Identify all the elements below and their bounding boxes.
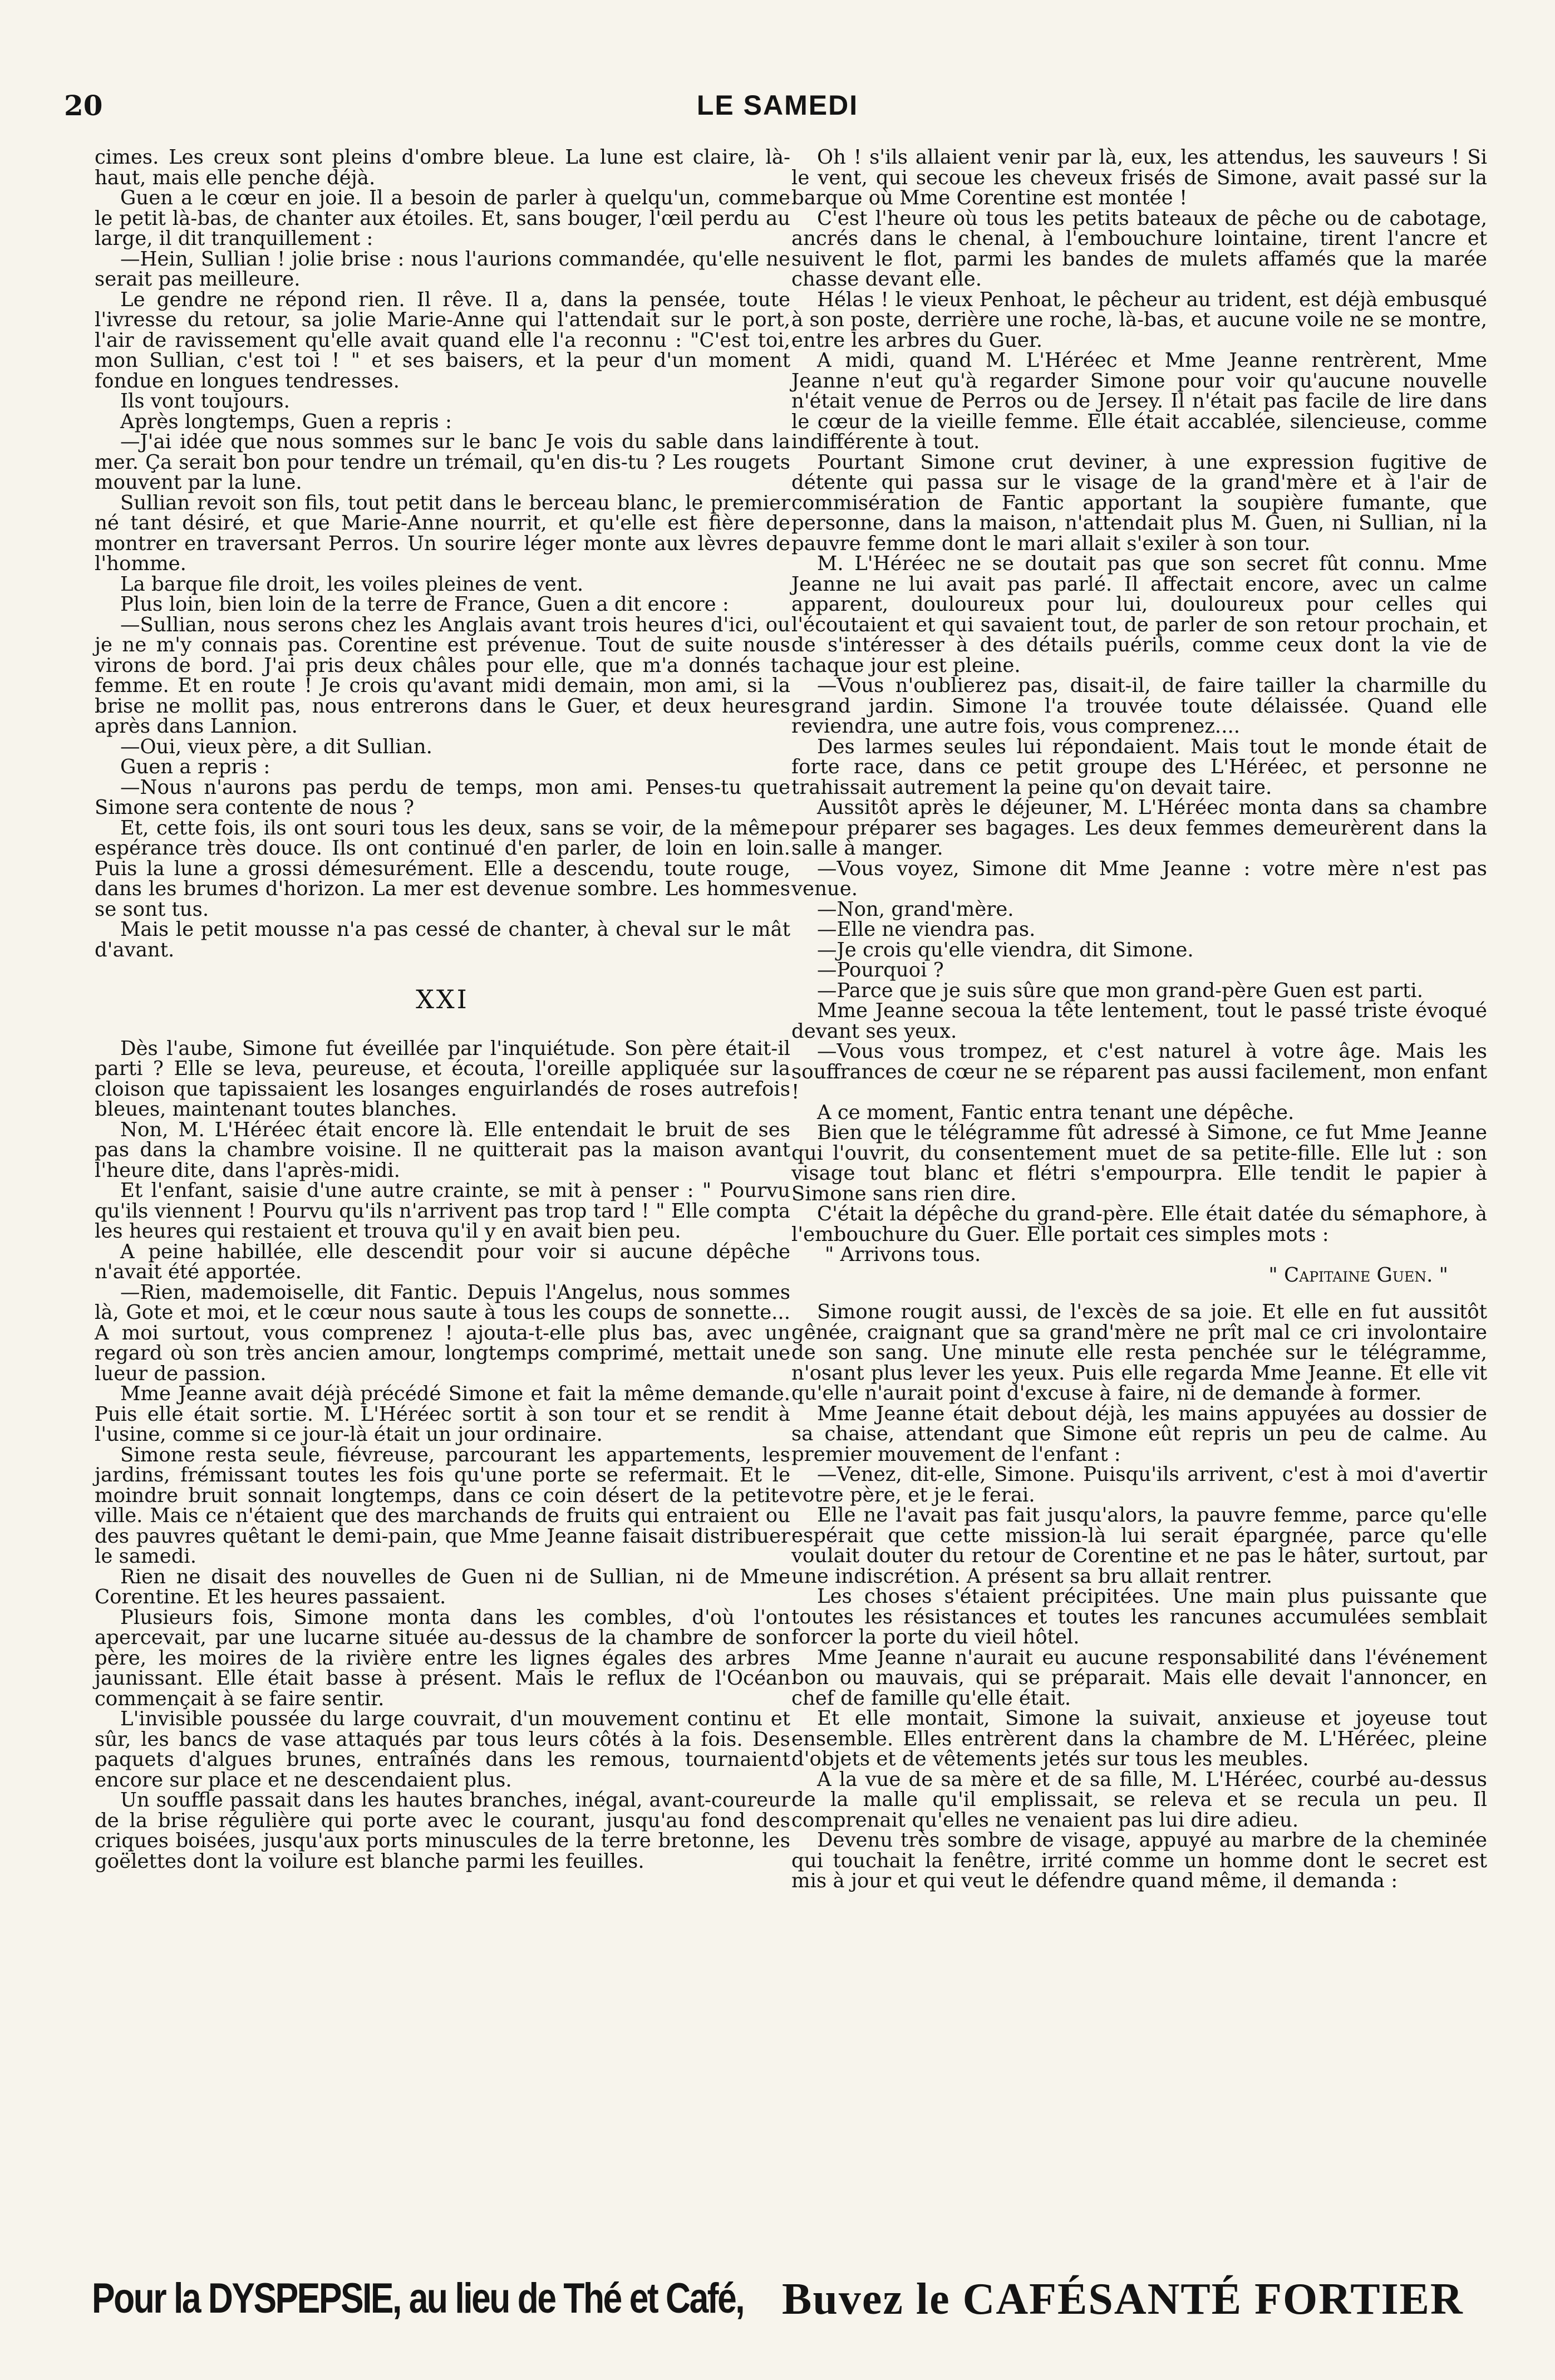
paragraph: Mme Jeanne n'aurait eu aucune responsabilité dans l'événement bon ou mauvais, qui se préparait. Mais elle devait l'annoncer, en chef de famille qu'elle était. <box>791 1646 1487 1710</box>
paragraph: La barque file droit, les voiles pleines de vent. <box>120 572 584 596</box>
paragraph: —Pourquoi ? <box>817 959 944 982</box>
paragraph: Hélas ! le vieux Penhoat, le pêcheur au trident, est déjà embusqué à son poste, derrière une roche, là-bas, et aucune voile ne se montre, entre les arbres du Guer. <box>791 288 1487 352</box>
paragraph: Non, M. L'Héréec était encore là. Elle entendait le bruit de ses pas dans la chambre voisine. Il ne quitterait pas la maison avant l'heure dite, dans l'après-midi. <box>95 1118 790 1182</box>
paragraph: Mme Jeanne était debout déjà, les mains appuyées au dossier de sa chaise, attendant que Simone eût repris un peu de calme. Au premier mouvement de l'enfant : <box>791 1402 1487 1466</box>
paragraph: Mme Jeanne avait déjà précédé Simone et fait la même demande. Puis elle était sortie. M. L'Héréec sortit à son tour et se rendit à l'usine, comme si ce jour-là était un jour ordinaire. <box>95 1382 790 1446</box>
running-title: LE SAMEDI <box>696 90 859 121</box>
paragraph: —Parce que je suis sûre que mon grand-père Guen est parti. <box>817 979 1423 1002</box>
paragraph: Et, cette fois, ils ont souri tous les deux, sans se voir, de la même espérance très douce. Ils ont continué d'en parler, de loin en loin. Puis la lune a grossi démesurément. Elle a descendu, toute rouge, dans les brumes d'horizon. La mer est devenue sombre. Les hommes se sont tus. <box>95 816 790 921</box>
paragraph: L'invisible poussée du large couvrait, d'un mouvement continu et sûr, les bancs de vase attaqués par tous leurs côtés à la fois. Des paquets d'algues brunes, entraînés dans les remous, tournaient encore sur place et ne descendaient plus. <box>95 1707 790 1792</box>
advertisement-right-text: Buvez le CAFÉSANTÉ FORTIER <box>782 2275 1464 2324</box>
telegram-quote <box>791 1245 1487 1285</box>
paragraph: Guen a le cœur en joie. Il a besoin de parler à quelqu'un, comme le petit là-bas, de chanter aux étoiles. Et, sans bouger, l'œil perdu au large, il dit tranquillement : <box>95 187 790 250</box>
paragraph: —J'ai idée que nous sommes sur le banc Je vois du sable dans la mer. Ça serait bon pour tendre un trémail, qu'en dis-tu ? Les rougets mouvent par la lune. <box>95 430 790 494</box>
page-number: 20 <box>64 89 103 122</box>
paragraph: —Non, grand'mère. <box>817 897 1014 921</box>
chapter-heading: XXI <box>416 984 469 1014</box>
paragraph: Un souffle passait dans les hautes branches, inégal, avant-coureur de la brise régulière qui porte avec le courant, jusqu'au fond des criques boisées, jusqu'aux ports minuscules de la terre bretonne, les goëlettes dont la voilure est blanche parmi les feuilles. <box>95 1789 790 1873</box>
paragraph: Les choses s'étaient précipitées. Une main plus puissante que toutes les résistances et toutes les rancunes accumulées semblait forcer la porte du vieil hôtel. <box>791 1585 1487 1648</box>
paragraph: C'est l'heure où tous les petits bateaux de pêche ou de cabotage, ancrés dans le chenal, à l'embouchure lointaine, tirent l'ancre et suivent le flot, parmi les bandes de mulets affamés que la marée chasse devant elle. <box>791 207 1487 291</box>
paragraph: Dès l'aube, Simone fut éveillée par l'inquiétude. Son père était-il parti ? Elle se leva, peureuse, et écouta, l'oreille appliquée sur la cloison que tapissaient les losanges enguirlandés de roses autrefois bleues, maintenant toutes blanches. <box>95 1037 790 1121</box>
paragraph: Mais le petit mousse n'a pas cessé de chanter, à cheval sur le mât d'avant. <box>95 918 790 961</box>
paragraph: Devenu très sombre de visage, appuyé au marbre de la cheminée qui touchait la fenêtre, irrité comme un homme dont le secret est mis à jour et qui veut le défendre quand même, il demanda : <box>791 1829 1487 1892</box>
paragraph: —Elle ne viendra pas. <box>817 918 1036 941</box>
paragraph: Simone rougit aussi, de l'excès de sa joie. Et elle en fut aussitôt gênée, craignant que sa grand'mère ne prît mal ce cri involontaire de son sang. Une minute elle resta penchée sur le télégramme, n'osant plus lever les yeux. Puis elle regarda Mme Jeanne. Et elle vit qu'elle n'aurait point d'excuse à faire, ni de demande à former. <box>791 1301 1487 1405</box>
paragraph: Et elle montait, Simone la suivait, anxieuse et joyeuse tout ensemble. Elles entrèrent dans la chambre de M. L'Héréec, pleine d'objets et de vêtements jetés sur tous les meubles. <box>791 1707 1487 1770</box>
paragraph: Ils vont toujours. <box>120 390 290 413</box>
paragraph: —Vous n'oublierez pas, disait-il, de faire tailler la charmille du grand jardin. Simone l'a trouvée toute délaissée. Quand elle reviendra, une autre fois, vous comprenez.... <box>791 674 1487 738</box>
paragraph: Pourtant Simone crut deviner, à une expression fugitive de détente qui passa sur le visage de la grand'mère et à l'air de commisération de Fantic apportant la soupière fumante, que personne, dans la maison, n'attendait plus M. Guen, ni Sullian, ni la pauvre femme dont le mari allait s'exiler à son tour. <box>791 450 1487 555</box>
left-column <box>95 148 790 1872</box>
paragraph: —Rien, mademoiselle, dit Fantic. Depuis l'Angelus, nous sommes là, Gote et moi, et le cœur nous saute à tous les coups de sonnette... A moi surtout, vous comprenez ! ajouta-t-elle plus bas, avec un regard où son très ancien amour, longtemps comprimé, mettait une lueur de passion. <box>95 1280 790 1385</box>
paragraph: A la vue de sa mère et de sa fille, M. L'Héréec, courbé au-dessus de la malle qu'il emplissait, se releva et se recula un peu. Il comprenait qu'elles ne venaient pas lui dire adieu. <box>791 1768 1487 1832</box>
paragraph: M. L'Héréec ne se doutait pas que son secret fût connu. Mme Jeanne ne lui avait pas parlé. Il affectait encore, avec un calme apparent, douloureux pour lui, douloureux pour celles qui l'écoutaient et qui savaient tout, de parler de son retour prochain, et de s'intéresser à des détails puérils, comme ceux dont la vie de chaque jour est pleine. <box>791 552 1487 677</box>
telegram-text: " Arrivons tous. <box>825 1243 981 1266</box>
paragraph: Guen a repris : <box>120 755 270 778</box>
paragraph: A ce moment, Fantic entra tenant une dépêche. <box>817 1101 1295 1124</box>
right-column <box>791 148 1487 1892</box>
paragraph: C'était la dépêche du grand-père. Elle était datée du sémaphore, à l'embouchure du Guer. Elle portait ces simples mots : <box>791 1203 1487 1246</box>
paragraph: A peine habillée, elle descendit pour voir si aucune dépêche n'avait été apportée. <box>95 1240 790 1283</box>
paragraph: —Vous voyez, Simone dit Mme Jeanne : votre mère n'est pas venue. <box>791 857 1487 900</box>
telegram-signature: " Capitaine Guen. " <box>1268 1263 1448 1287</box>
paragraph: Plus loin, bien loin de la terre de France, Guen a dit encore : <box>120 593 729 616</box>
paragraph: Le gendre ne répond rien. Il rêve. Il a, dans la pensée, toute l'ivresse du retour, sa jolie Marie-Anne qui l'attendait sur le port, l'air de ravissement qu'elle avait quand elle l'a reconnu : "C'est toi, mon Sullian, c'est toi ! " et ses baisers, et la peur d'un moment fondue en longues tendresses. <box>95 288 790 392</box>
spacer <box>791 1285 1487 1302</box>
paragraph: Rien ne disait des nouvelles de Guen ni de Sullian, ni de Mme Corentine. Et les heures passaient. <box>95 1565 790 1608</box>
paragraph: —Venez, dit-elle, Simone. Puisqu'ils arrivent, c'est à moi d'avertir votre père, et je le ferai. <box>791 1463 1487 1506</box>
paragraph: Bien que le télégramme fût adressé à Simone, ce fut Mme Jeanne qui l'ouvrit, du consentement muet de sa petite-fille. Elle lut : son visage tout blanc et flétri s'empourpra. Elle tendit le papier à Simone sans rien dire. <box>791 1121 1487 1205</box>
paragraph: A midi, quand M. L'Héréec et Mme Jeanne rentrèrent, Mme Jeanne n'eut qu'à regarder Simone pour voir qu'aucune nouvelle n'était venue de Perros ou de Jersey. Il n'était pas facile de lire dans le cœur de la vieille femme. Elle était accablée, silencieuse, comme indifférente à tout. <box>791 349 1487 453</box>
advertisement-banner <box>92 2274 1494 2330</box>
paragraph: Mme Jeanne secoua la tête lentement, tout le passé triste évoqué devant ses yeux. <box>791 999 1487 1043</box>
paragraph: Plusieurs fois, Simone monta dans les combles, d'où l'on apercevait, par une lucarne située au-dessus de la chambre de son père, les moires de la rivière entre les lignes égales des arbres jaunissant. Elle était basse à présent. Mais le reflux de l'Océan commençait à se faire sentir. <box>95 1606 790 1710</box>
paragraph: —Oui, vieux père, a dit Sullian. <box>120 735 432 758</box>
advertisement-left-text: Pour la DYSPEPSIE, au lieu de Thé et Café, <box>92 2275 744 2322</box>
paragraph: Simone resta seule, fiévreuse, parcourant les appartements, les jardins, frémissant toutes les fois qu'une porte se refermait. Et le moindre bruit sonnait longtemps, dans ce coin désert de la petite ville. Mais ce n'étaient que des marchands de fruits qui entraient ou des pauvres quêtant le demi-pain, que Mme Jeanne faisait distribuer le samedi. <box>95 1443 790 1568</box>
paragraph: —Je crois qu'elle viendra, dit Simone. <box>817 938 1194 961</box>
paragraph: Aussitôt après le déjeuner, M. L'Héréec monta dans sa chambre pour préparer ses bagages. Les deux femmes demeurèrent dans la salle à manger. <box>791 796 1487 860</box>
paragraph: Elle ne l'avait pas fait jusqu'alors, la pauvre femme, parce qu'elle espérait que cette mission-là lui serait épargnée, parce qu'elle voulait douter du retour de Corentine et ne pas le hâter, surtout, par une indiscrétion. A présent sa bru allait rentrer. <box>791 1504 1487 1588</box>
paragraph: —Hein, Sullian ! jolie brise : nous l'aurions commandée, qu'elle ne serait pas meilleure. <box>95 247 790 291</box>
paragraph: Oh ! s'ils allaient venir par là, eux, les attendus, les sauveurs ! Si le vent, qui secoue les cheveux frisés de Simone, avait passé sur la barque où Mme Corentine est montée ! <box>791 146 1487 209</box>
paragraph: cimes. Les creux sont pleins d'ombre bleue. La lune est claire, là-haut, mais elle penche déjà. <box>95 146 790 189</box>
paragraph: Sullian revoit son fils, tout petit dans le berceau blanc, le premier né tant désiré, et que Marie-Anne nourrit, et qu'elle est fière de montrer en traversant Perros. Un sourire léger monte aux lèvres de l'homme. <box>95 491 790 575</box>
paragraph: Après longtemps, Guen a repris : <box>120 410 452 433</box>
paragraph: Et l'enfant, saisie d'une autre crainte, se mit à penser : " Pourvu qu'ils viennent ! Pourvu qu'ils n'arrivent pas trop tard ! " Elle compta les heures qui restaient et trouva qu'il y en avait bien peu. <box>95 1179 790 1243</box>
paragraph: —Vous vous trompez, et c'est naturel à votre âge. Mais les souffrances de cœur ne se réparent pas aussi facilement, mon enfant ! <box>791 1040 1487 1103</box>
paragraph: Des larmes seules lui répondaient. Mais tout le monde était de forte race, dans ce petit groupe des L'Héréec, et personne ne trahissait autrement la peine qu'on devait taire. <box>791 735 1487 799</box>
page-header <box>0 89 1555 128</box>
paragraph: —Nous n'aurons pas perdu de temps, mon ami. Penses-tu que Simone sera contente de nous ? <box>95 776 790 819</box>
paragraph: —Sullian, nous serons chez les Anglais avant trois heures d'ici, ou je ne m'y connais pas. Corentine est prévenue. Tout de suite nous virons de bord. J'ai pris deux châles pour elle, que m'a donnés ta femme. Et en route ! Je crois qu'avant midi demain, mon ami, si la brise ne mollit pas, nous entrerons dans le Guer, et deux heures après dans Lannion. <box>95 613 790 738</box>
